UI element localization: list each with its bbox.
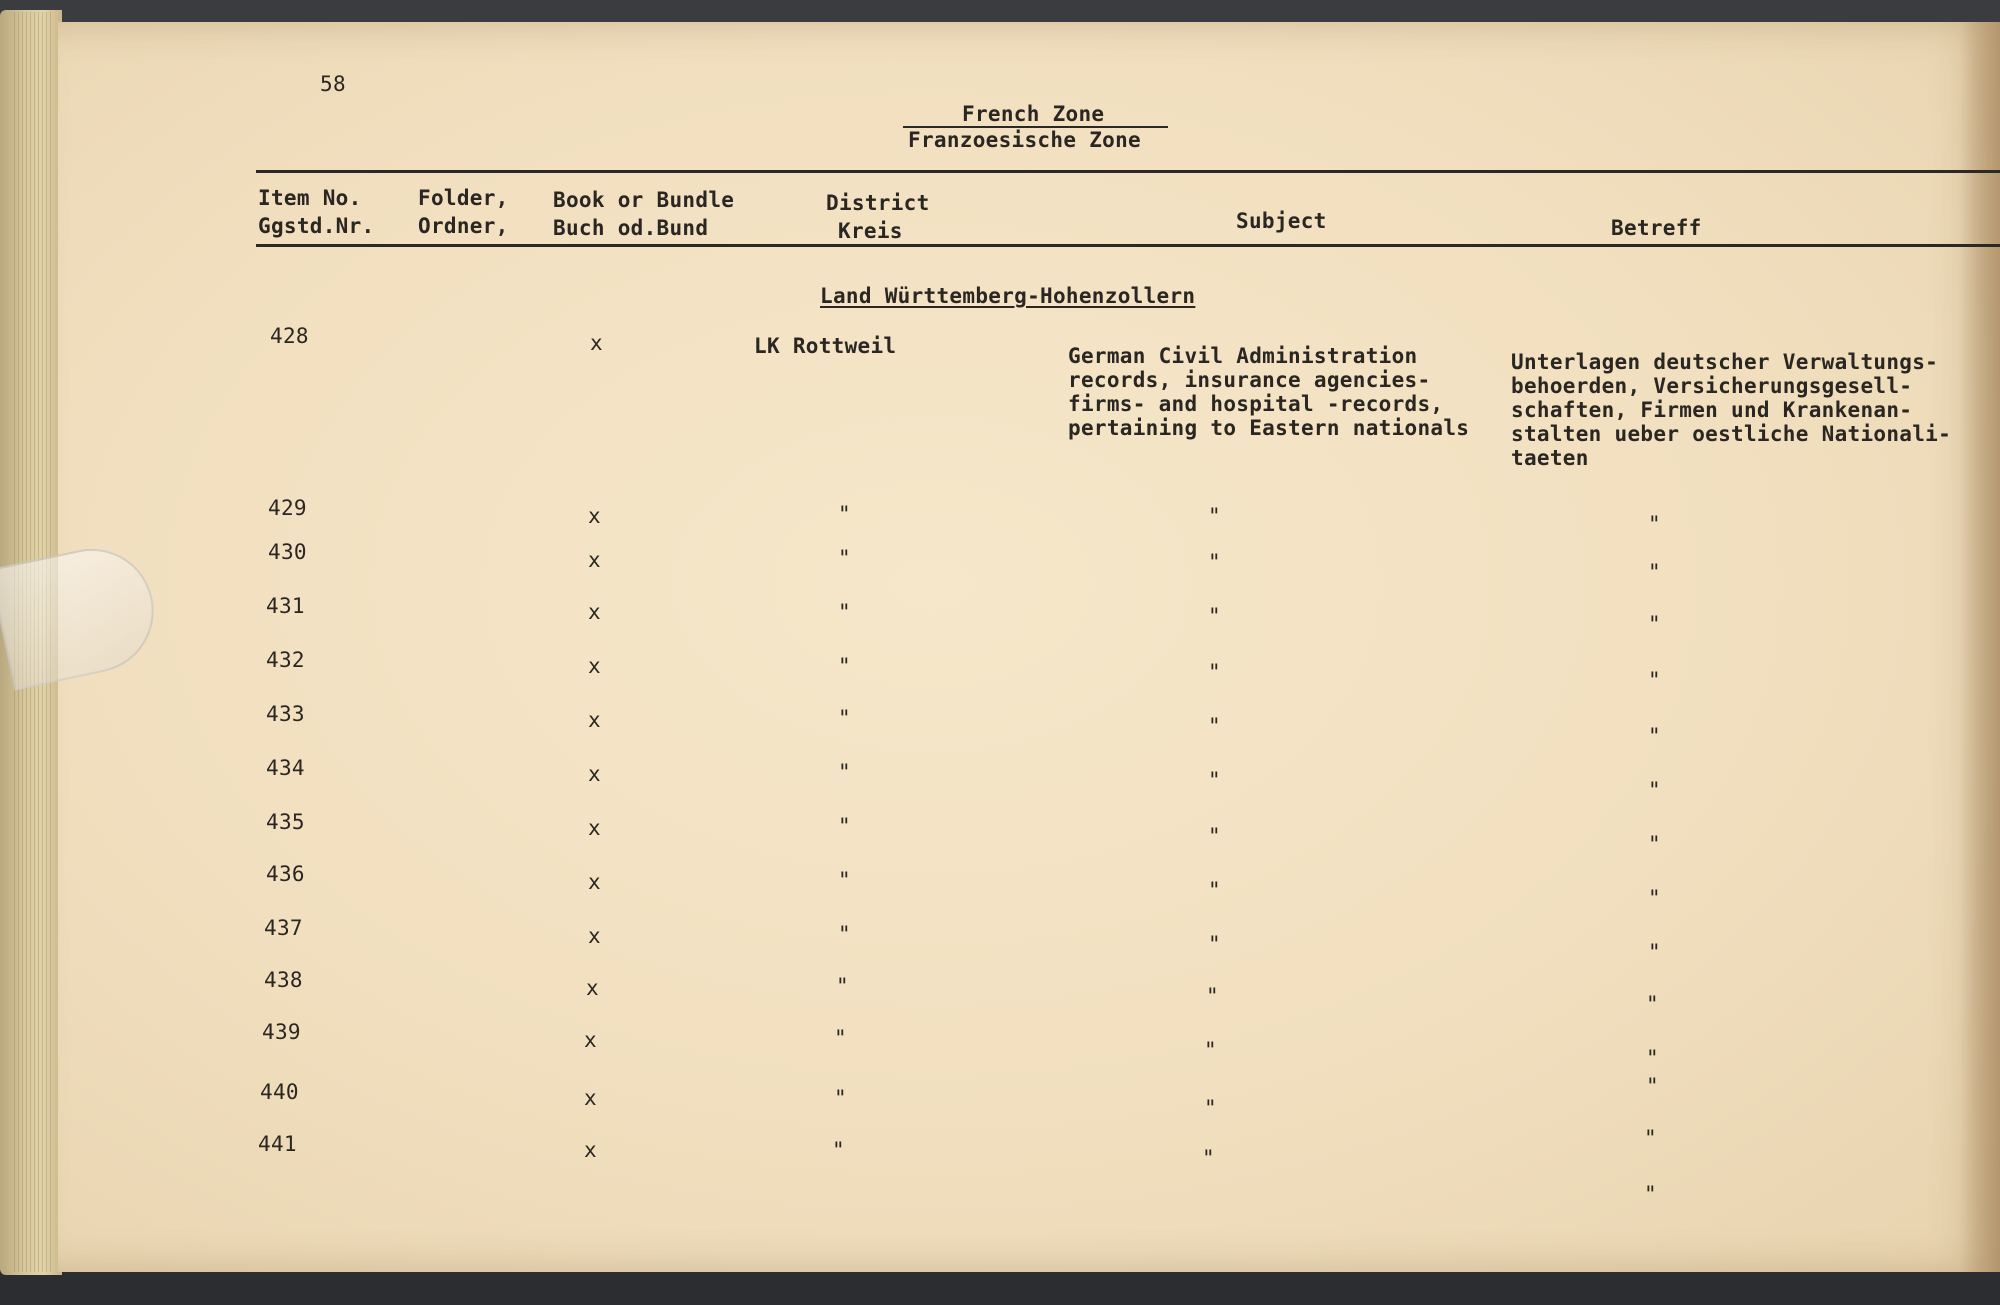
table-row — [58, 862, 1958, 910]
row-book-mark: x — [588, 708, 601, 732]
row-district-ditto: " — [832, 1138, 845, 1162]
row-book-mark: x — [586, 976, 599, 1000]
document-page — [58, 22, 2000, 1272]
row-item-number: 430 — [268, 540, 307, 564]
row-subject-ditto: " — [1208, 824, 1221, 848]
header-subject: Subject — [1236, 209, 1327, 233]
row-subject-ditto: " — [1204, 1038, 1217, 1062]
header-district-en: District — [826, 191, 930, 215]
row-subject-ditto: " — [1208, 504, 1221, 528]
row-item-number: 439 — [262, 1020, 301, 1044]
section-title: Land Württemberg-Hohenzollern — [820, 284, 1196, 308]
trailing-betreff-ditto: " — [1644, 1182, 1657, 1206]
row-item-number: 436 — [266, 862, 305, 886]
row-betreff-ditto: " — [1648, 512, 1661, 536]
row-district-ditto: " — [838, 502, 851, 526]
first-entry-book: x — [590, 331, 603, 355]
row-district-ditto: " — [838, 654, 851, 678]
row-betreff-ditto: " — [1646, 992, 1659, 1016]
row-district-ditto: " — [838, 600, 851, 624]
zone-title-de: Franzoesische Zone — [908, 128, 1141, 152]
table-row — [58, 594, 1958, 634]
table-row — [58, 1074, 1958, 1120]
table-row — [58, 756, 1958, 802]
row-district-ditto: " — [838, 760, 851, 784]
first-entry-subject: German Civil Administration records, insurance agencies- firms- and hospital -records, pertaining to Eastern nationals — [1068, 344, 1470, 440]
row-subject-ditto: " — [1208, 714, 1221, 738]
row-betreff-ditto: " — [1648, 886, 1661, 910]
first-entry-betreff: Unterlagen deutscher Verwaltungs- behoerden, Versicherungsgesell- schaften, Firmen und Krankenan- stalten ueber oestliche Nationali- taeten — [1511, 350, 1952, 470]
table-row — [58, 1020, 1958, 1070]
row-betreff-ditto: " — [1648, 612, 1661, 636]
row-book-mark: x — [588, 924, 601, 948]
row-district-ditto: " — [834, 1026, 847, 1050]
row-item-number: 441 — [258, 1132, 297, 1156]
row-betreff-ditto: " — [1648, 668, 1661, 692]
row-item-number: 440 — [260, 1080, 299, 1104]
row-subject-ditto: " — [1208, 550, 1221, 574]
header-bottom-rule — [256, 244, 2000, 247]
row-item-number: 434 — [266, 756, 305, 780]
table-row — [58, 810, 1958, 856]
row-district-ditto: " — [838, 706, 851, 730]
row-betreff-ditto: " — [1648, 724, 1661, 748]
row-district-ditto: " — [834, 1086, 847, 1110]
header-top-rule — [256, 170, 2000, 173]
row-item-number: 431 — [266, 594, 305, 618]
row-district-ditto: " — [838, 922, 851, 946]
header-book-en: Book or Bundle — [553, 188, 735, 212]
row-betreff-ditto: " — [1644, 1126, 1657, 1150]
table-row — [58, 540, 1958, 584]
row-book-mark: x — [588, 762, 601, 786]
row-district-ditto: " — [838, 868, 851, 892]
header-betreff: Betreff — [1611, 216, 1702, 240]
row-book-mark: x — [588, 654, 601, 678]
header-item-de: Ggstd.Nr. — [258, 214, 375, 238]
row-betreff-ditto: " — [1648, 940, 1661, 964]
row-item-number: 438 — [264, 968, 303, 992]
row-book-mark: x — [588, 870, 601, 894]
zone-title-en: French Zone — [962, 102, 1105, 126]
row-book-mark: x — [588, 816, 601, 840]
row-book-mark: x — [584, 1086, 597, 1110]
first-entry-district: LK Rottweil — [754, 334, 897, 358]
row-book-mark: x — [588, 504, 601, 528]
row-subject-ditto: " — [1208, 660, 1221, 684]
row-book-mark: x — [588, 548, 601, 572]
page-curl-shadow — [1960, 22, 2000, 1272]
row-item-number: 437 — [264, 916, 303, 940]
row-book-mark: x — [584, 1138, 597, 1162]
row-book-mark: x — [588, 600, 601, 624]
row-subject-ditto: " — [1208, 768, 1221, 792]
row-item-number: 432 — [266, 648, 305, 672]
row-betreff-ditto: " — [1648, 778, 1661, 802]
header-district-de: Kreis — [838, 219, 903, 243]
row-subject-ditto: " — [1208, 932, 1221, 956]
header-item-en: Item No. — [258, 186, 362, 210]
row-subject-ditto: " — [1208, 878, 1221, 902]
header-book-de: Buch od.Bund — [553, 216, 709, 240]
table-row — [58, 702, 1958, 748]
row-district-ditto: " — [838, 546, 851, 570]
row-item-number: 433 — [266, 702, 305, 726]
table-row — [58, 916, 1958, 964]
header-folder-en: Folder, — [418, 186, 509, 210]
row-book-mark: x — [584, 1028, 597, 1052]
table-row — [58, 496, 1958, 536]
row-district-ditto: " — [838, 814, 851, 838]
row-item-number: 429 — [268, 496, 307, 520]
row-subject-ditto: " — [1208, 604, 1221, 628]
header-folder-de: Ordner, — [418, 214, 509, 238]
row-betreff-ditto: " — [1648, 832, 1661, 856]
page-number: 58 — [320, 72, 346, 96]
row-betreff-ditto: " — [1646, 1046, 1659, 1070]
table-row — [58, 1126, 1958, 1172]
row-subject-ditto: " — [1202, 1146, 1215, 1170]
row-district-ditto: " — [836, 974, 849, 998]
row-betreff-ditto: " — [1648, 560, 1661, 584]
table-row — [58, 968, 1958, 1016]
row-item-number: 435 — [266, 810, 305, 834]
row-betreff-ditto: " — [1646, 1074, 1659, 1098]
table-row — [58, 648, 1958, 692]
row-subject-ditto: " — [1204, 1096, 1217, 1120]
first-entry-item: 428 — [270, 324, 309, 348]
row-subject-ditto: " — [1206, 984, 1219, 1008]
